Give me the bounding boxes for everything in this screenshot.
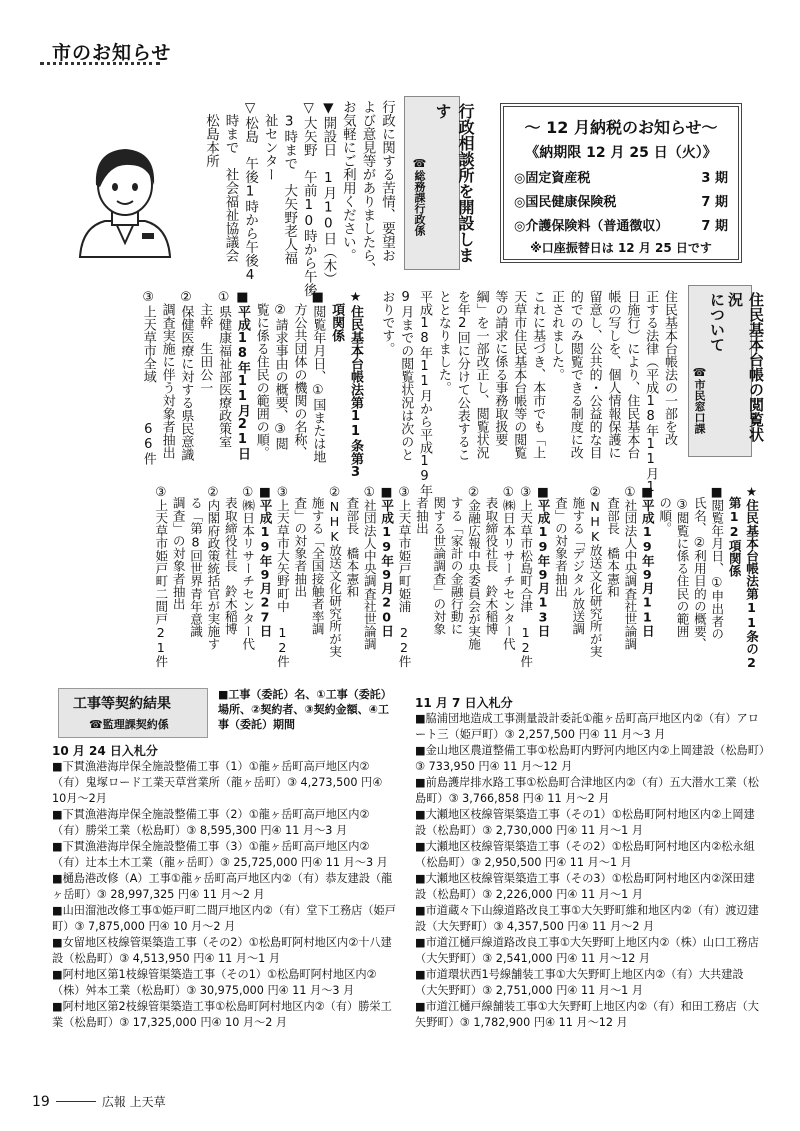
contract-entry: ■市道蔵々下山線道路改良工事①大矢野町維和地区内②（有）渡辺建設（大矢野町）③ 4,357,500 円④ 11 月～2 月 xyxy=(415,904,759,934)
text-line: ■閲覧年月日、①国または地 xyxy=(310,290,326,463)
text-line: ①社団法人中央調査社世論調 xyxy=(622,484,638,651)
text-line: ととなりました。 xyxy=(435,290,451,394)
registry-intro xyxy=(377,290,679,497)
text-line: 覧に係る住民の範囲の順。 xyxy=(253,290,269,459)
text-line: 9月までの閲覧状況は次のと xyxy=(398,290,414,461)
text-line: ■平成19年9月13日 xyxy=(535,484,551,637)
text-line: る「第8回世界青年意識 xyxy=(188,484,203,638)
contract-entry: ■阿村地区第1枝線管渠築造工事（その1）①松島町阿村地区内②（株）舛本工業（松島町）③ 30,975,000 円④ 11 月～3 月 xyxy=(52,968,377,998)
contracts-heading-box xyxy=(58,688,208,738)
text-line: 的でのみ閲覧できる制度に改 xyxy=(567,290,583,459)
text-line: 関する世論調査」の対象 xyxy=(431,484,447,636)
tax-item: ◎固定資産税 3 期 xyxy=(514,171,728,186)
registry-contact: ☎市民窓口課 xyxy=(693,366,706,434)
text-line: ③上天草市姫戸町姫浦 22件 xyxy=(396,484,412,668)
consult-contact: ☎総務課行政係 xyxy=(413,157,426,236)
text-line: ■閲覧年月日、①申出者の xyxy=(709,484,725,640)
contract-entry: ■下貫漁港海岸保全施設整備工事（3）①龍ヶ岳町高戸地区内②（有）辻本土木工業（龍ヶ岳町）③ 25,725,000 円④ 11 月～3 月 xyxy=(52,840,388,870)
text-line: ②NHK放送文化研究所が実 xyxy=(587,484,603,658)
bid-date: 11 月 7 日入札分 xyxy=(415,696,513,710)
text-line: ▼開設日 1月10日（木） xyxy=(320,100,337,286)
contract-entry: ■大瀬地区枝線管渠築造工事（その3）①松島町阿村地区内②深田建設（松島町）③ 2,226,000 円④ 11 月～1 月 xyxy=(415,872,755,902)
consult-heading: 行政相談所を開設します xyxy=(433,103,475,263)
staff-illustration-icon xyxy=(60,135,190,260)
text-line: ①社団法人中央調査社世論調 xyxy=(361,484,377,651)
tax-note: ※口座振替日は 12 月 25 日です xyxy=(530,241,712,255)
text-line: 平成18年11月から平成19年 xyxy=(417,290,433,497)
contract-entry: ■下貫漁港海岸保全施設整備工事（2）①龍ヶ岳町高戸地区内②（有）勝栄工業（松島町）③ 8,595,300 円④ 11 月～3 月 xyxy=(52,808,370,838)
contract-entry: ■脇浦団地造成工事測量設計委託①龍ヶ岳町高戸地区内②（有）アロート三（姫戸町）③ 2,257,500 円④ 11 月～3 月 xyxy=(415,712,759,742)
text-line: 表取締役社長 鈴木稲博 xyxy=(222,484,238,636)
text-line: 査」の対象者抽出 xyxy=(292,484,308,598)
text-line: ▽大矢野 午前10時から午後 xyxy=(300,100,317,297)
section-title: 市のお知らせ xyxy=(52,42,172,64)
contract-entry: ■山田溜池改修工事①姫戸町二間戸地区内②（有）堂下工務店（姫戸町）③ 7,875,000 円④ 10 月～2 月 xyxy=(52,904,396,934)
text-line: ■平成19年9月27日 xyxy=(257,484,273,637)
contract-entry: ■前島護岸排水路工事①松島町合津地区内②（有）五大潜水工業（松島町）③ 3,766,858 円④ 11 月～2 月 xyxy=(415,776,759,806)
contract-entry: ■阿村地区第2枝線管渠築造工事①松島町阿村地区内②（有）勝栄工業（松島町）③ 17,325,000 円④ 10 月～2 月 xyxy=(52,1000,392,1030)
text-line: 日施行）により、住民基本台 xyxy=(624,290,640,459)
text-line: 表取締役社長 鈴木稲博 xyxy=(483,484,499,636)
text-line: 3時まで 大矢野老人福 xyxy=(281,100,298,265)
text-line: ②請求事由の概要、③閲 xyxy=(272,290,288,450)
consult-body xyxy=(200,100,396,297)
text-line: 綱」を一部改正し、閲覧状況 xyxy=(473,290,489,459)
contract-entry: ■市道環状西1号線舗装工事①大矢野町上地区内②（有）大共建設（大矢野町）③ 2,751,000 円④ 11 月～1 月 xyxy=(415,968,744,998)
text-line: 留意し、公共的・公益的な目 xyxy=(586,290,602,459)
consult-heading-box xyxy=(404,96,475,270)
page-footer xyxy=(32,1093,166,1110)
magazine-name: 広報 上天草 xyxy=(101,1095,166,1109)
text-line: の順。 xyxy=(657,484,673,535)
registry-heading-box xyxy=(688,285,765,457)
text-line: ▽松島 午後1時から午後4 xyxy=(242,100,259,283)
text-line: よび意見等がありましたら、 xyxy=(359,100,376,276)
registry-heading-2: について xyxy=(708,292,726,352)
text-line: ③上天草市松島町合津 12件 xyxy=(518,484,534,668)
text-line: ③上天草市姫戸町二間戸21件 xyxy=(153,484,169,668)
contracts-oct24 xyxy=(52,742,397,1031)
footer-rule xyxy=(56,1101,96,1102)
text-line: ■平成18年11月21日 xyxy=(234,290,250,460)
bid-date: 10 月 24 日入札分 xyxy=(52,744,158,758)
text-line: 調査実施に伴う対象者抽出 xyxy=(159,290,175,459)
text-line: 査」の対象者抽出 xyxy=(552,484,568,598)
text-line: 施する「デジタル放送調 xyxy=(570,484,586,636)
text-line: 正されました。 xyxy=(548,290,564,381)
contract-entry: ■樋島港改修（A）工事①龍ヶ岳町高戸地区内②（有）恭友建設（龍ヶ岳町）③ 28,997,325 円④ 11 月～2 月 xyxy=(52,872,393,902)
text-line: ①県健康福祉部医療政策室 xyxy=(216,290,232,448)
text-line: 第12項関係 xyxy=(726,484,742,577)
text-line: 氏名、②利用目的の概要、 xyxy=(691,484,707,651)
contract-entry: ■市道江樋戸線舗装工事①大矢野町上地区内②（有）和田工務店（大矢野町）③ 1,782,900 円④ 11 月～12 月 xyxy=(415,1000,759,1030)
tax-title: ～ 12 月納税のお知らせ～ xyxy=(524,118,718,137)
contract-entry: ■大瀬地区枝線管渠築造工事（その2）①松島町阿村地区内②松永組（松島町）③ 2,950,500 円④ 11 月～1 月 xyxy=(415,840,755,870)
text-line: 調査」の対象者抽出 xyxy=(170,484,186,610)
page-number: 19 xyxy=(32,1093,50,1110)
contract-entry: ■金山地区農道整備工事①松島町内野河内地区内②上岡建設（松島町）③ 733,950 円④ 11 月～12 月 xyxy=(415,744,765,774)
text-line: ①㈱日本リサーチセンター代 xyxy=(500,484,516,651)
contracts-nov7 xyxy=(415,694,765,1031)
text-line: する「家計の金融行動に xyxy=(448,484,464,636)
text-line: 項関係 xyxy=(329,290,345,342)
text-line: お気軽にご利用ください。 xyxy=(339,100,356,262)
tax-item: ◎国民健康保険税 7 期 xyxy=(514,195,728,210)
contract-entry: ■下貫漁港海岸保全施設整備工事（1）①龍ヶ岳町高戸地区内②（有）鬼塚ロード工業天草営業所（龍ヶ岳町）③ 4,273,500 円④ 10月～2月 xyxy=(52,760,383,806)
text-line: 天草市住民基本台帳等の閲覧 xyxy=(511,290,527,459)
text-line: ■平成19年9月11日 xyxy=(639,484,655,637)
text-line: ②金融広報中央委員会が実施 xyxy=(466,484,481,651)
text-line: 帳の写しを、個人情報保護に xyxy=(605,290,621,459)
text-line: 主幹 生田公一 xyxy=(197,290,213,394)
text-line: 査部長 橋本憲和 xyxy=(344,484,360,598)
text-line: ②NHK放送文化研究所が実 xyxy=(327,484,342,658)
text-line: 施する「全国接触者率調 xyxy=(309,484,325,636)
text-line: 者抽出 xyxy=(413,484,429,535)
text-line: ■平成19年9月20日 xyxy=(379,484,395,637)
text-line: 行政に関する苦情、要望お xyxy=(379,100,395,262)
text-line: ③閲覧に係る住民の範囲 xyxy=(674,484,690,638)
text-line: 正する法律（平成18年11月1 xyxy=(643,290,659,495)
text-line: ★住民基本台帳法第11条第3 xyxy=(348,290,363,480)
text-line: ②保健医療に対する県民意識 xyxy=(178,290,194,461)
text-line: 祉センター xyxy=(261,100,278,181)
contract-entry: ■女留地区枝線管渠築造工事（その2）①松島町阿村地区内②十八建設（松島町）③ 4,513,950 円④ 11 月～1 月 xyxy=(52,936,392,966)
contracts-contact: ☎監理課契約係 xyxy=(89,718,169,731)
text-line: これに基づき、本市でも「上 xyxy=(530,290,546,459)
text-line: ③上天草市大矢野町中 12件 xyxy=(274,484,290,668)
text-line: おりです。 xyxy=(379,290,395,355)
registry-article-11-3 xyxy=(138,290,364,480)
tax-item: ◎介護保険料（普通徴収） 7 期 xyxy=(514,219,728,234)
text-line: 松島本所 xyxy=(202,100,219,168)
registry-article-11-2 xyxy=(152,484,760,669)
contract-entry: ■大瀬地区枝線管渠築造工事（その1）①松島町阿村地区内②上岡建設（松島町）③ 2,730,000 円④ 11 月～1 月 xyxy=(415,808,755,838)
text-line: ①㈱日本リサーチセンター代 xyxy=(240,484,256,651)
text-line: 等の請求に係る事務取扱要 xyxy=(492,290,508,446)
text-line: を年2回に分けて公表するこ xyxy=(454,290,470,461)
text-line: ★住民基本台帳法第11条の2 xyxy=(744,484,759,670)
text-line: ③上天草市全域 66件 xyxy=(140,290,156,465)
contracts-legend: ■工事（委託）名、①工事（委託）場所、②契約者、③契約金額、④工事（委託）期間 xyxy=(218,688,392,731)
tax-deadline: 《納期限 12 月 25 日（火）》 xyxy=(525,145,717,161)
text-line: ②内閣府政策統括官が実施す xyxy=(205,484,221,651)
contracts-title: 工事等契約結果 xyxy=(73,696,171,712)
tax-notice-box xyxy=(500,103,742,263)
text-line: 時まで 社会福祉協議会 xyxy=(222,100,239,262)
text-line: 方公共団体の機関の名称、 xyxy=(291,290,307,459)
registry-heading: 住民基本台帳の閲覧状況 xyxy=(726,292,765,442)
title-underline xyxy=(40,62,160,65)
contract-entry: ■市道江樋戸線道路改良工事①大矢野町上地区内②（株）山口工務店（大矢野町）③ 2,541,000 円④ 11 月～12 月 xyxy=(415,936,759,966)
text-line: 査部長 橋本憲和 xyxy=(605,484,620,598)
text-line: 住民基本台帳法の一部を改 xyxy=(662,290,677,446)
